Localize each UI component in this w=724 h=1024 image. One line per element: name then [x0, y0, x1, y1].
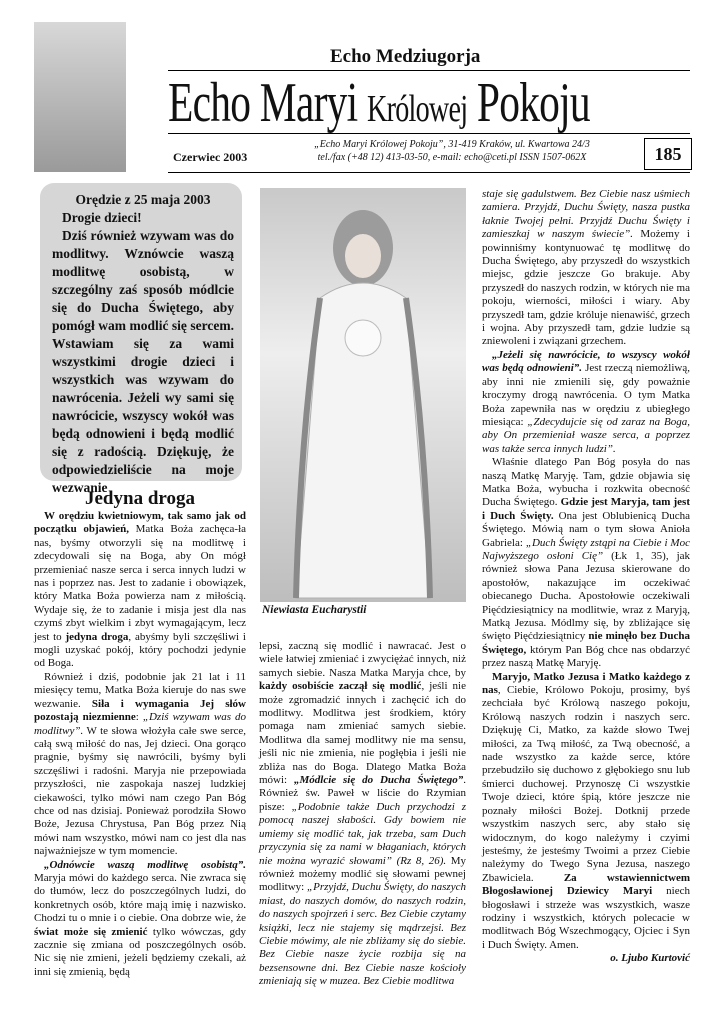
issue-number: 185	[644, 138, 692, 170]
painting-figure	[260, 188, 466, 602]
header-rule	[168, 133, 690, 134]
text: . Również św. Paweł w liście do Rzymian pisze:	[259, 774, 466, 813]
italic-text: „Dziś wzywam was do modlitwy”.	[34, 711, 247, 737]
text: lepsi, zaczną się modlić i nawracać. Jest o wiele łatwiej zmieniać i zwyciężać innych, niż samych siebie. Nasza Matka Maryja chce, by	[259, 640, 466, 679]
text: niech błogosławi i strzeże was wszystkich, wasze rodziny i wszystkich, których polecacie w modlitwach Bóg Wszechmogący, Ojciec i Syn i Duch Święty. Amen.	[482, 885, 690, 951]
article-title: Jedyna droga	[85, 488, 195, 509]
italic-text: „Przyjdź, Duchu Święty, do naszych miast, do naszych domów, do naszych rodzin, do naszych spojrzeń i serc. Bez Ciebie czytamy książki, lecz nie stajemy się mądrzejsi. Bez Ciebie mówimy, ale nie zbliżamy się do siebie. Bez Ciebie nasze życie rozbija się na bezsensowne dni. Bez Ciebie nasze kościoły zmieniają się w muzea. Bez Ciebie modlitwa	[259, 881, 466, 988]
painting-caption: Niewiasta Eucharystii	[262, 604, 367, 616]
italic-text: „Zdecydujcie się od zaraz na Boga, aby On przemieniał wasze serca, a poprzez was także serca innych ludzi”.	[482, 415, 690, 455]
text: W te słowa włożyła całe swe serce, całą swą miłość do nas, Jej dzieci. Ona gorąco pragnie, byśmy się nawrócili, byśmy byli szczęśliwi i radośni. Maryja nie przepowiada przyszłości, nie zaspokaja naszej ludzkiej ciekawości, tylko mówi nam czego Pan Bóg chce od nas dzisiaj. Ponieważ porodziła Słowo Boże, Jezusa Chrystusa, Pan Bóg przez Nią mówi nam wszystko, mówi nam co jest dla nas najważniejsze w tym momencie.	[34, 724, 246, 858]
italic-text: staje się gadulstwem. Bez Ciebie nasz uśmiech zamiera. Przyjdź, Duchu Święty, nasza pustka łaknie Twojej pełni. Przyjdź Duchu Święty i zamieszkaj w naszym świecie”.	[482, 188, 690, 241]
paragraph	[34, 510, 246, 671]
author-signature: o. Ljubo Kurtović	[610, 952, 690, 965]
paragraph	[482, 349, 690, 456]
message-body: Dziś również wzywam was do modlitwy. Wznówcie waszą modlitwę osobistą, w szczególny zaś sposób módlcie się do Ducha Świętego, aby pomógł wam modlić się sercem. Wstawiam się za wami wszystkimi drogie dzieci i wszystkich was wzywam do nawrócenia. Jeżeli wy sami się nawrócicie, wszyscy wokół was będą odnowieni i będą modlić się z radością. Dziękuję, że odpowiedzieliście na moje wezwanie	[52, 228, 234, 495]
bold-text: świat może się zmienić	[34, 925, 148, 938]
masthead-part: Pokoju	[476, 72, 590, 134]
paragraph	[482, 188, 690, 349]
text: Matka Boża zachęca-ła nas, byśmy otworzyli się na modlitwę i zdecydowali się na Boga, aby On mógł przemieniać nasze serca i serca innych ludzi w nas i poprzez nas. Jest to zadanie i obowiązek, który Matka Boża powierza nam z miłością. Wydaje się, że to zadanie i misja jest dla nas czymś zbyt wielkim i zbyt wymagającym, lecz jest to	[34, 523, 247, 643]
bold-text: każdy osobiście zaczął się modlić	[259, 680, 422, 693]
paragraph	[482, 456, 690, 671]
message-title: Orędzie z 25 maja 2003	[75, 192, 211, 207]
bold-text: W orędziu kwietniowym, tak samo jak od początku objawień,	[34, 510, 246, 536]
article-column-1	[34, 510, 246, 979]
text: Możemy i powinniśmy kontynuować tę modlitwę do Ducha Świętego, aby przyszedł do wszystkich miejsc, gdzie jeszcze Go brakuje. Aby przyszedł do naszych rodzin, w których nie ma pokoju, wierności, miłości i wiary. Aby przyszedł tam, gdzie króluje nienawiść, grzech i wojna. Aby przyszedł tam, gdzie ludzie są zniewoleni i związani grzechem.	[482, 228, 690, 348]
virgin-mary-painting	[260, 188, 466, 602]
bold-text: nie minęło bez Ducha Świętego,	[482, 630, 690, 656]
bold-text: Za wstawiennictwem Błogosławionej Dziewicy Maryi	[482, 871, 690, 898]
article-column-2	[259, 640, 466, 989]
publisher-info	[272, 138, 632, 164]
text: Właśnie dlatego Pan Bóg posyła do nas naszą Matkę Maryję. Tam, gdzie objawia się Matka Boża, wybucha i rozkwita obecność Ducha Świętego.	[482, 456, 690, 509]
text: Ona jest Oblubienicą Ducha Świętego. Mówią nam o tym słowa Anioła Gabriela:	[482, 509, 690, 549]
text: , jeśli nie może zgromadzić innych i zachęcić ich do modlitwy. Modlitwa jest środkiem, który pomaga nam zmieniać samych siebie. Modlitwa dla samej modlitwy nie ma sensu, jeśli nic nie zmienia, nie pogłębia i jeśli nie zbliża nas do Boga. Dlatego Matka Boża mówi:	[259, 680, 466, 787]
message-box	[40, 183, 242, 495]
text: Jest rzeczą niemożliwą, aby inni nie zmienili się, gdy poważnie kroczymy drogą nawrócenia. O tym Matka Boża zapewniła nas w orędziu z ubiegłego miesiąca:	[482, 362, 690, 428]
statue-photo	[34, 22, 126, 172]
header-rule	[168, 172, 690, 173]
italic-text: „Duch Święty zstąpi na Ciebie i Moc Najwyższego osłoni Cię”	[482, 536, 690, 562]
issue-date: Czerwiec 2003	[173, 150, 248, 164]
text: My również możemy modlić się słowami pewnej modlitwy:	[259, 854, 467, 894]
text: którym Pan Bóg chce nas obdarzyć przez naszą Matkę Maryję.	[482, 643, 690, 670]
bold-italic-text: „Módlcie się do Ducha Świętego”	[293, 774, 464, 787]
bold-text: Maryjo, Matko Jezusa i Matko każdego z nas	[482, 670, 690, 697]
text: Również i dziś, podobnie jak 21 lat i 11 miesięcy temu, Matka Boża kieruje do nas swe wezwanie.	[34, 670, 246, 710]
masthead-title	[168, 66, 590, 146]
text: , Ciebie, Królowo Pokoju, prosimy, byś zechciała być Królową naszego pokoju, Królową naszych rodzin i naszych serc. Dziękuję Ci, Matko, za każde słowo Twej miłości, za Twą miłość, za Twą obecność, a nade wszystko za każde serce, które przebudziło się duchowo z głębokiego snu lub śmierci duchowej. Przynoszę Ci wszystkie Twoje dzieci, które śpią, które jeszcze nie poznały miłości Bożej. Dotknij przede wszystkim naszych serc, aby stało się widocznym, do kogo należymy i czyimi jesteśmy, że jesteśmy Twoimi a przez Ciebie należymy do Twego Syna Jezusa, naszego Zbawiciela.	[482, 684, 690, 884]
paragraph	[34, 859, 246, 980]
publisher-line: „Echo Maryi Królowej Pokoju”, 31-419 Kraków, ul. Kwartowa 24/3	[314, 139, 590, 150]
bold-text: jedyna droga	[65, 630, 129, 643]
masthead-part: Królowej	[367, 88, 468, 130]
paragraph	[482, 671, 690, 953]
text: , abyśmy byli szczęśliwi i mogli uzyskać pokój, który pochodzi jedynie od Boga.	[34, 630, 246, 670]
article-column-3	[482, 188, 690, 966]
paragraph	[34, 671, 246, 859]
bold-text: Gdzie jest Maryja, tam jest i Duch Święty.	[482, 496, 690, 522]
text: tylko wówczas, gdy zacznie się zmiana od poszczególnych osób. Nic się nie zmieni, jeżeli będziemy czekali, aż inni się zmienią, będą	[34, 925, 246, 978]
text: :	[135, 711, 143, 724]
publisher-line: tel./fax (+48 12) 413-03-50, e-mail: echo@ceti.pl ISSN 1507-062X	[317, 152, 587, 163]
bold-text: Siła i wymagania Jej słów pozostają niezmienne	[34, 697, 246, 724]
masthead-part: Echo Maryi	[168, 72, 358, 134]
bold-italic-text: „Odnówcie waszą modlitwę osobistą”.	[44, 858, 246, 871]
bold-italic-text: „Jeżeli się nawrócicie, to wszyscy wokół was będą odnowieni”.	[482, 348, 690, 375]
text: Maryja mówi do każdego serca. Nie zwraca się do tłumów, lecz do poszczególnych ludzi, do konkretnych osób, które mają imię i nazwisko. Chodzi tu o mnie i o ciebie. Ona dobrze wie, że	[34, 871, 246, 925]
italic-text: „Podobnie także Duch przychodzi z pomocą naszej słabości. Gdy bowiem nie umiemy się modlić tak, jak trzeba, sam Duch przyczynia się za nami w błaganiach, których nie można wyrazić słowami” (Rz 8, 26).	[259, 800, 466, 867]
text: (Łk 1, 35), jak również słowa Pana Jezusa skierowane do apostołów, nakazujące im oczekiwać obiecanego Ducha. Apostołowie oczekiwali Pięćdziesiątnicy na modlitwie, wraz z Maryją, Matką Jezusa. Módlmy się, by zbliżające się święto Pięćdziesiątnicy	[482, 549, 691, 643]
header-subtitle: Echo Medziugorja	[330, 46, 481, 67]
message-greeting: Drogie dzieci!	[62, 210, 142, 225]
paragraph	[259, 640, 466, 989]
